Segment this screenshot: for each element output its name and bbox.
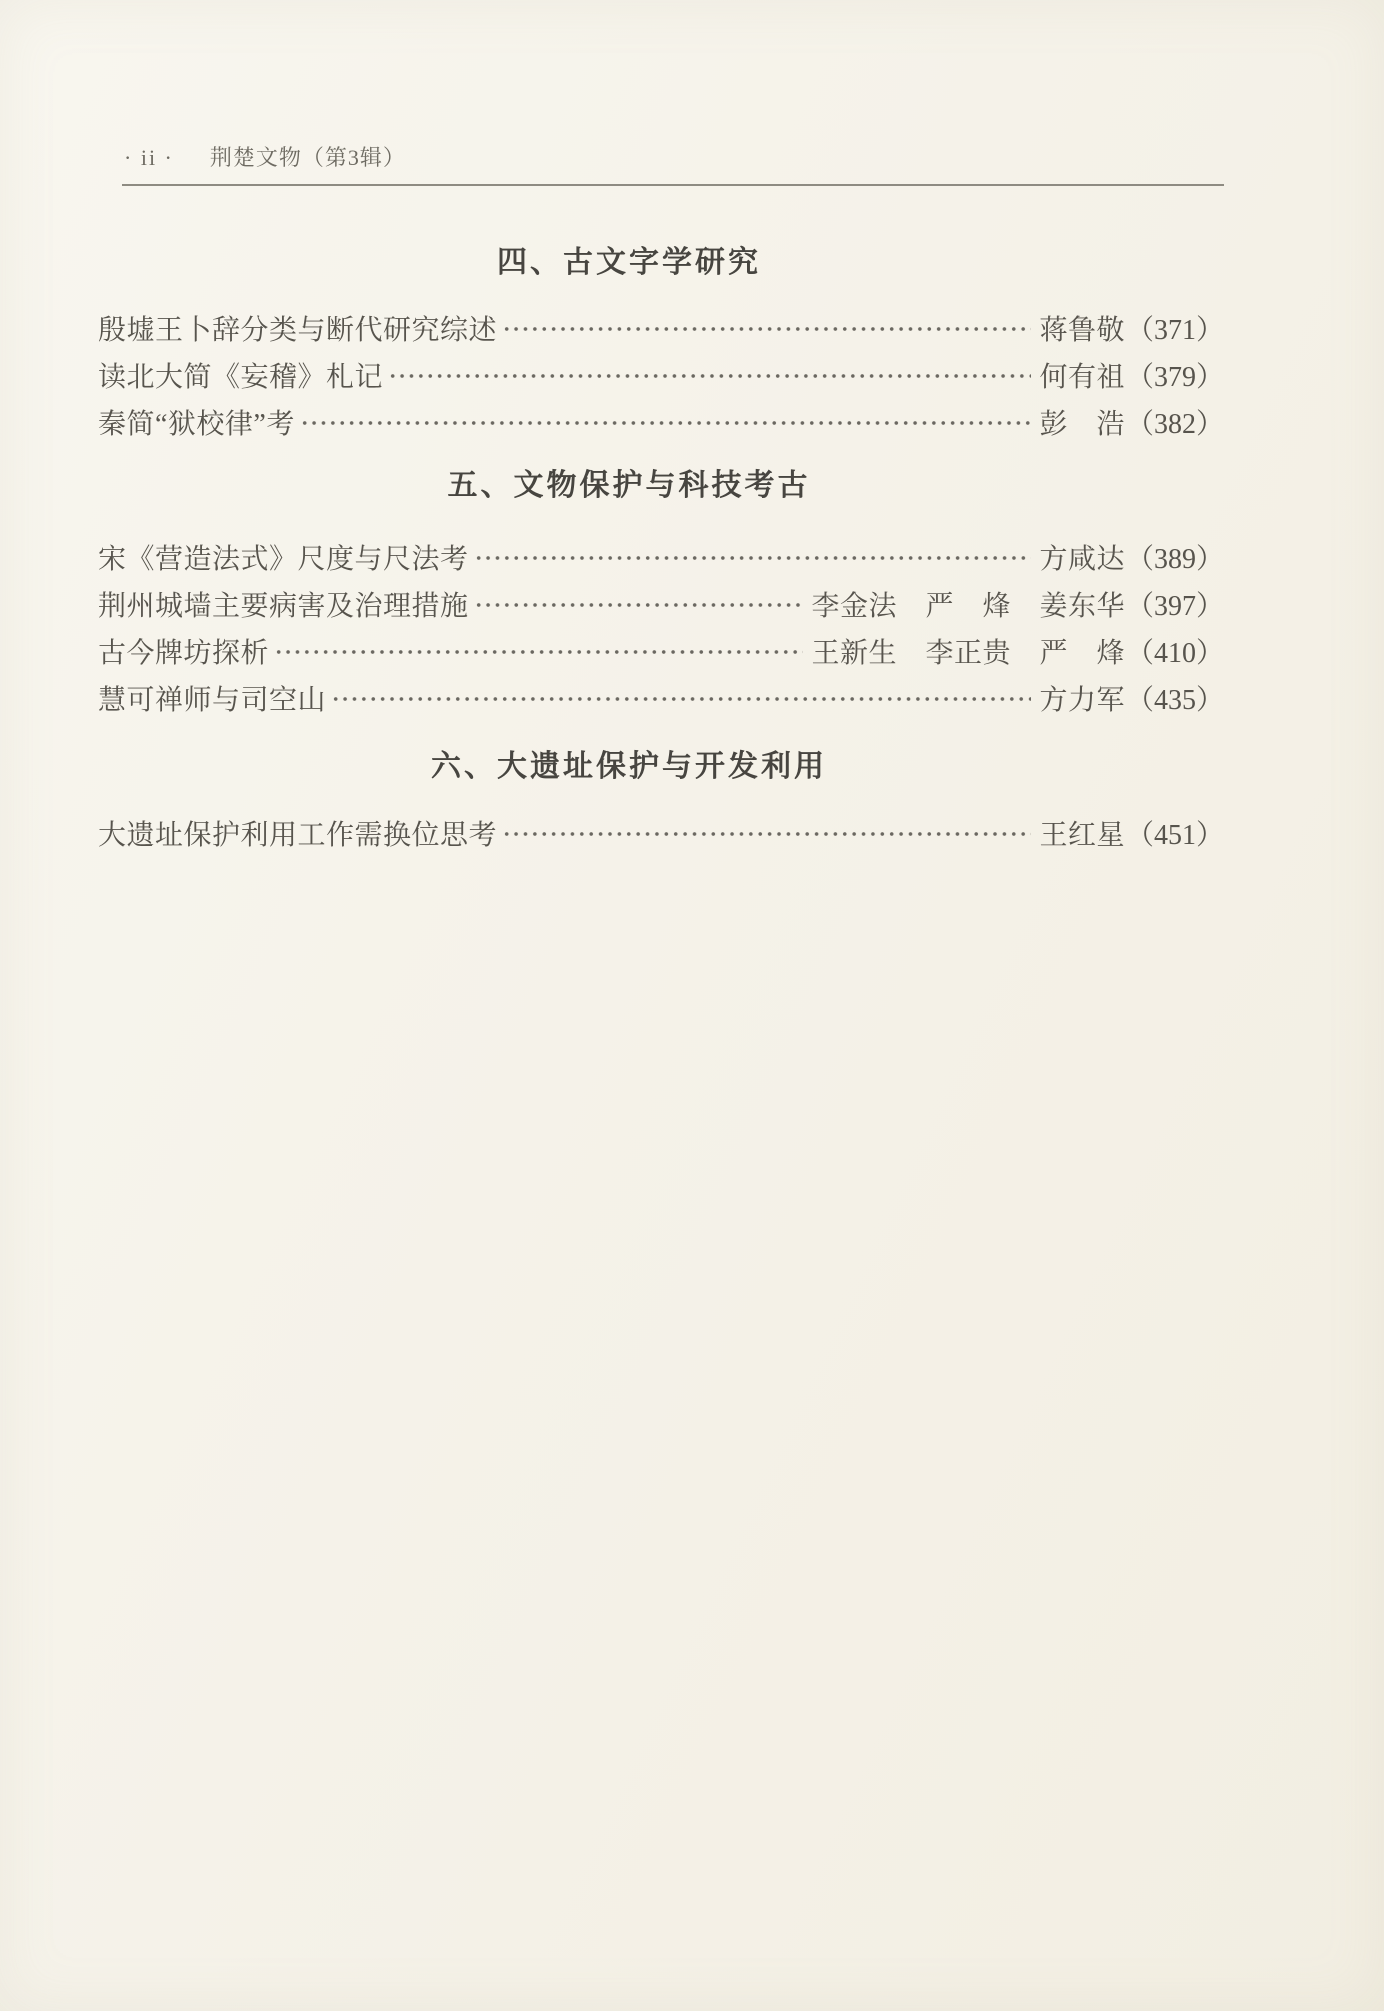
- dot-leader: [474, 544, 1032, 572]
- toc-entry: [98, 399, 1224, 446]
- section-heading: 五、文物保护与科技考古: [447, 468, 811, 502]
- section-entries: [98, 305, 1224, 446]
- entry-authors: 王红星: [1039, 820, 1125, 851]
- entry-page-number: （382）: [1125, 409, 1224, 440]
- entry-page-number: （379）: [1125, 362, 1224, 393]
- entry-page-number: （397）: [1125, 591, 1224, 622]
- section-entries: [98, 534, 1224, 722]
- entry-title: 秦简“狱校律”考: [98, 409, 295, 440]
- toc-entry: [98, 352, 1224, 399]
- section-heading: 六、大遗址保护与开发利用: [431, 749, 827, 783]
- section-entries: [98, 810, 1224, 857]
- dot-leader: [474, 591, 804, 619]
- book-title: 荆楚文物（第3辑）: [209, 145, 406, 170]
- dot-leader: [274, 638, 803, 666]
- toc-section-6: [98, 744, 1224, 857]
- entry-authors: 彭 浩: [1039, 409, 1125, 440]
- toc-entry: [98, 675, 1224, 722]
- entry-title: 宋《营造法式》尺度与尺法考: [98, 544, 469, 575]
- dot-leader: [300, 409, 1032, 437]
- entry-title: 殷墟王卜辞分类与断代研究综述: [98, 315, 498, 346]
- entry-page-number: （451）: [1125, 820, 1224, 851]
- entry-authors: 方力军: [1039, 685, 1125, 716]
- entry-title: 大遗址保护利用工作需换位思考: [98, 820, 498, 851]
- entry-authors: 方咸达: [1039, 544, 1125, 575]
- page-content: [98, 0, 1224, 857]
- section-heading: 四、古文字学研究: [497, 245, 761, 279]
- entry-authors: 何有祖: [1039, 362, 1125, 393]
- toc-section-4: [98, 240, 1224, 446]
- dot-leader: [502, 820, 1031, 848]
- entry-authors: 王新生 李正贵 严 烽: [811, 638, 1125, 669]
- entry-title: 读北大简《妄稽》札记: [98, 362, 384, 393]
- dot-leader: [502, 315, 1031, 343]
- toc-section-5: [98, 463, 1224, 722]
- entry-page-number: （389）: [1125, 544, 1224, 575]
- header-rule: [122, 184, 1224, 186]
- toc-entry: [98, 305, 1224, 352]
- entry-page-number: （371）: [1125, 315, 1224, 346]
- running-header: [124, 145, 1224, 171]
- dot-leader: [388, 362, 1031, 390]
- entry-page-number: （435）: [1125, 685, 1224, 716]
- page-number-marker: · ii ·: [124, 145, 174, 170]
- toc-entry: [98, 810, 1224, 857]
- entry-authors: 蒋鲁敬: [1039, 315, 1125, 346]
- entry-title: 慧可禅师与司空山: [98, 685, 327, 716]
- toc-entry: [98, 581, 1224, 628]
- entry-authors: 李金法 严 烽 姜东华: [811, 591, 1125, 622]
- toc-entry: [98, 534, 1224, 581]
- dot-leader: [331, 685, 1031, 713]
- entry-title: 古今牌坊探析: [98, 638, 270, 669]
- toc-entry: [98, 628, 1224, 675]
- entry-page-number: （410）: [1125, 638, 1224, 669]
- entry-title: 荆州城墙主要病害及治理措施: [98, 591, 469, 622]
